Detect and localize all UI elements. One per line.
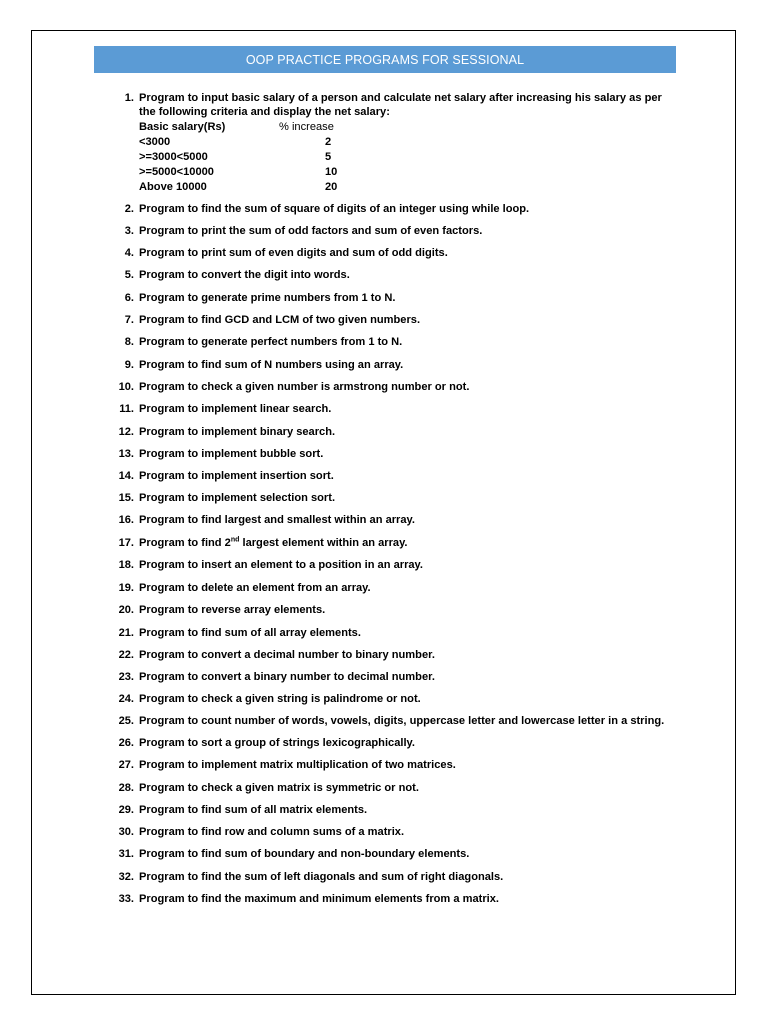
item-number: 11.	[119, 403, 134, 415]
item-number: 22.	[118, 649, 134, 661]
item-text: Program to implement bubble sort.	[139, 448, 324, 460]
item-text: Program to find the maximum and minimum elements from a matrix.	[139, 893, 500, 905]
item-number: 10.	[118, 381, 134, 393]
document-title-bar	[94, 46, 676, 73]
item-number: 2.	[124, 203, 134, 215]
criteria-percent: 2	[325, 136, 332, 148]
item-number: 30.	[118, 826, 134, 838]
item-text: Program to count number of words, vowels, digits, uppercase letter and lowercase letter in a string.	[139, 715, 665, 727]
item-text: Program to find largest and smallest within an array.	[139, 514, 415, 526]
item-number: 29.	[118, 804, 134, 816]
item-number: 26.	[118, 737, 134, 749]
item-number: 25.	[118, 715, 134, 727]
item-text: Program to implement matrix multiplication of two matrices.	[139, 759, 456, 771]
item-number: 12.	[118, 426, 134, 438]
item-number: 27.	[118, 759, 134, 771]
item-text: Program to find the sum of left diagonals and sum of right diagonals.	[139, 871, 504, 883]
item-text: Program to check a given number is armstrong number or not.	[139, 381, 470, 393]
item-number: 33.	[118, 893, 134, 905]
item-text: Program to find sum of N numbers using an array.	[139, 359, 404, 371]
item-number: 21.	[118, 627, 134, 639]
item-text	[139, 536, 687, 550]
item-text: Program to find GCD and LCM of two given numbers.	[139, 314, 421, 326]
document-title: OOP PRACTICE PROGRAMS FOR SESSIONAL	[245, 52, 525, 67]
item-text: Program to check a given string is palindrome or not.	[139, 693, 421, 705]
item-number: 13.	[118, 448, 134, 460]
ordinal-suffix: nd	[230, 536, 240, 544]
item-text: Program to convert the digit into words.	[139, 269, 350, 281]
item-text: Program to check a given matrix is symmetric or not.	[139, 782, 419, 794]
item-text: Program to find sum of all array elements.	[139, 627, 361, 639]
item-number: 9.	[124, 359, 134, 371]
item-number: 19.	[118, 582, 134, 594]
item-number: 23.	[118, 671, 134, 683]
item-text: Program to convert a decimal number to binary number.	[139, 649, 435, 661]
item-text-part: largest element within an array.	[239, 537, 408, 549]
item-number: 18.	[118, 559, 134, 571]
item-text: Program to implement linear search.	[139, 403, 332, 415]
item-number: 16.	[118, 514, 134, 526]
item-text: Program to generate perfect numbers from 1 to N.	[139, 336, 403, 348]
item-text: Program to insert an element to a position in an array.	[139, 559, 423, 571]
criteria-percent: 5	[325, 151, 332, 163]
criteria-range: Above 10000	[139, 181, 207, 193]
item-number: 5.	[124, 269, 134, 281]
item-number: 31.	[118, 848, 134, 860]
item-text: Program to sort a group of strings lexicographically.	[139, 737, 415, 749]
item-text-line: Program to input basic salary of a person and calculate net salary after increasing his salary as per	[139, 92, 662, 104]
item-number: 1.	[124, 92, 134, 104]
item-text: Program to print the sum of odd factors and sum of even factors.	[139, 225, 483, 237]
item-text-line: the following criteria and display the net salary:	[139, 106, 390, 118]
item-text: Program to find the sum of square of digits of an integer using while loop.	[139, 203, 530, 215]
item-text: Program to reverse array elements.	[139, 604, 326, 616]
item-text: Program to generate prime numbers from 1 to N.	[139, 292, 396, 304]
item-text: Program to find sum of all matrix elements.	[139, 804, 368, 816]
item-number: 14.	[118, 470, 134, 482]
criteria-header-salary: Basic salary(Rs)	[139, 121, 226, 133]
item-text: Program to find sum of boundary and non-boundary elements.	[139, 848, 470, 860]
item-text: Program to find row and column sums of a matrix.	[139, 826, 405, 838]
item-number: 6.	[124, 292, 134, 304]
item-text	[139, 91, 687, 119]
item-text: Program to print sum of even digits and sum of odd digits.	[139, 247, 448, 259]
item-text: Program to delete an element from an array.	[139, 582, 371, 594]
item-number: 4.	[124, 247, 134, 259]
item-text: Program to convert a binary number to decimal number.	[139, 671, 435, 683]
criteria-range: >=5000<10000	[139, 166, 214, 178]
item-number: 28.	[118, 782, 134, 794]
item-text-part: Program to find 2	[139, 537, 231, 549]
criteria-range: >=3000<5000	[139, 151, 208, 163]
item-text: Program to implement binary search.	[139, 426, 336, 438]
item-number: 7.	[124, 314, 134, 326]
item-text: Program to implement selection sort.	[139, 492, 336, 504]
item-number: 15.	[118, 492, 134, 504]
document-page	[31, 30, 736, 995]
criteria-percent: 10	[325, 166, 338, 178]
item-number: 8.	[124, 336, 134, 348]
item-number: 17.	[118, 537, 134, 549]
criteria-header-increase: % increase	[279, 121, 334, 133]
item-text: Program to implement insertion sort.	[139, 470, 334, 482]
criteria-range: <3000	[139, 136, 171, 148]
criteria-percent: 20	[325, 181, 338, 193]
item-number: 3.	[124, 225, 134, 237]
item-number: 24.	[118, 693, 134, 705]
item-number: 20.	[118, 604, 134, 616]
item-number: 32.	[118, 871, 134, 883]
